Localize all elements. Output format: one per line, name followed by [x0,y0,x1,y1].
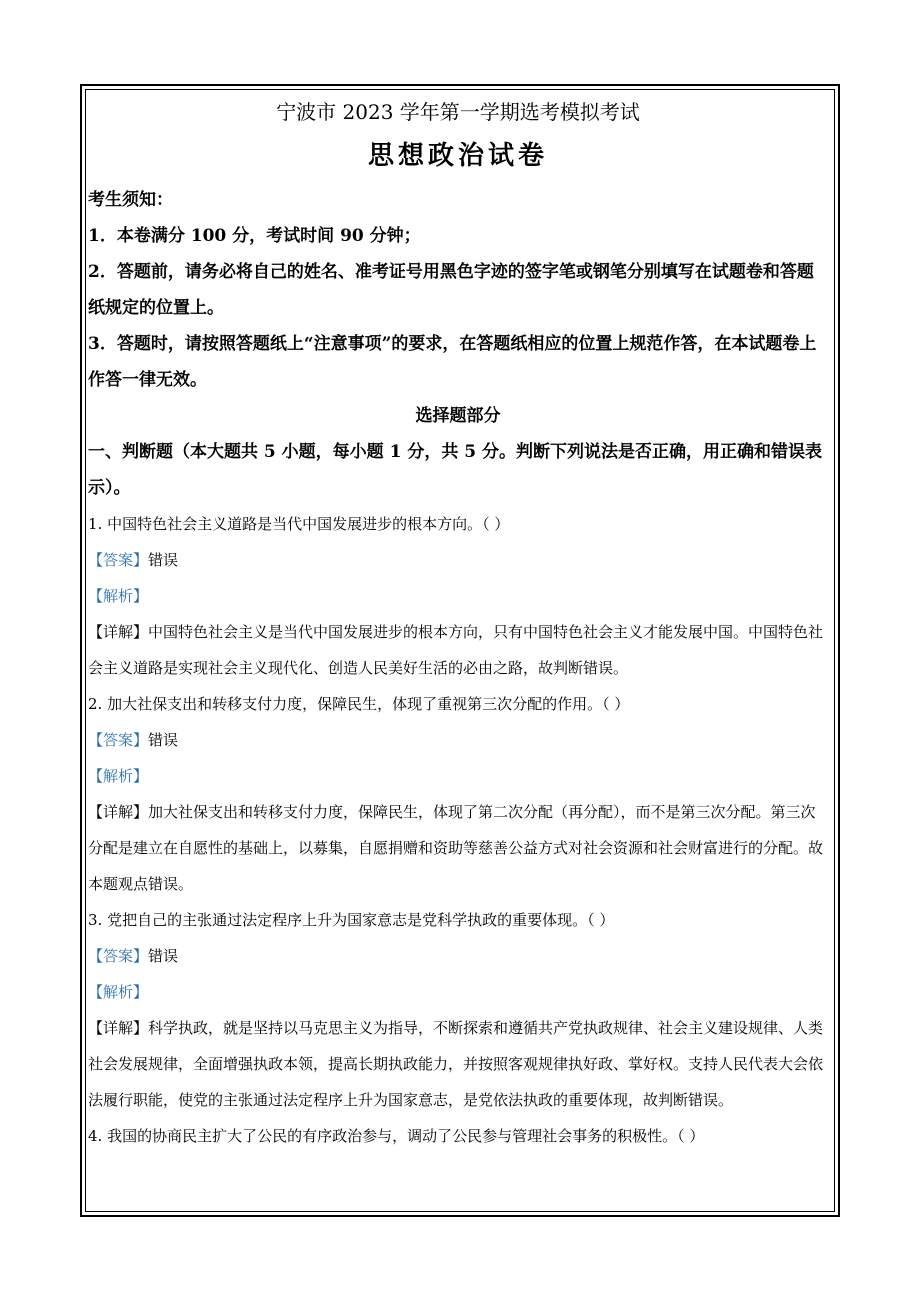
answer-tag: 【答案】 [88,551,149,569]
detail-paragraph [88,614,828,686]
answer-value: 错误 [148,731,179,749]
question-stem: 2. 加大社保支出和转移支付力度，保障民生，体现了重视第三次分配的作用。（ ） [88,695,630,713]
answer-line [88,722,828,758]
notice-item: 3．答题时，请按照答题纸上“注意事项”的要求，在答题纸相应的位置上规范作答，在本试题卷上作答一律无效。 [88,334,817,390]
analysis-line [88,758,828,794]
exam-subtitle: 思想政治试卷 [367,141,548,171]
question-stem: 3. 党把自己的主张通过法定程序上升为国家意志是党科学执政的重要体现。（ ） [88,911,615,929]
detail-paragraph [88,1010,828,1118]
analysis-tag: 【解析】 [88,587,149,605]
exam-title: 宁波市 2023 学年第一学期选考模拟考试 [276,100,640,124]
detail-tag: 【详解】 [88,1019,149,1037]
detail-tag: 【详解】 [88,623,149,641]
notice-item: 2．答题前，请务必将自己的姓名、准考证号用黑色字迹的签字笔或钢笔分别填写在试题卷和答题纸规定的位置上。 [88,262,814,318]
question-stem: 4. 我国的协商民主扩大了公民的有序政治参与，调动了公民参与管理社会事务的积极性。（ ） [88,1127,705,1145]
detail-text: 科学执政，就是坚持以马克思主义为指导，不断探索和遵循共产党执政规律、社会主义建设规律、人类社会发展规律，全面增强执政本领，提高长期执政能力，并按照客观规律执好政、掌好权。支持人民代表大会依法履行职能，使党的主张通过法定程序上升为国家意志，是党依法执政的重要体现，故判断错误。 [88,1019,824,1109]
answer-tag: 【答案】 [88,731,149,749]
detail-tag: 【详解】 [88,803,149,821]
answer-line [88,938,828,974]
section-title: 选择题部分 [415,406,501,426]
analysis-line [88,578,828,614]
detail-paragraph [88,794,828,902]
notice-item: 1．本卷满分 100 分，考试时间 90 分钟； [88,226,421,246]
answer-line [88,542,828,578]
detail-text: 加大社保支出和转移支付力度，保障民生，体现了第二次分配（再分配），而不是第三次分配。第三次分配是建立在自愿性的基础上，以募集，自愿捐赠和资助等慈善公益方式对社会资源和社会财富进行的分配。故本题观点错误。 [88,803,824,893]
analysis-tag: 【解析】 [88,983,149,1001]
answer-value: 错误 [148,551,179,569]
answer-tag: 【答案】 [88,947,149,965]
answer-value: 错误 [148,947,179,965]
section-instructions: 一、判断题（本大题共 5 小题，每小题 1 分，共 5 分。判断下列说法是否正确，用正确和错误表示）。 [88,442,822,498]
detail-text: 中国特色社会主义是当代中国发展进步的根本方向，只有中国特色社会主义才能发展中国。中国特色社会主义道路是实现社会主义现代化、创造人民美好生活的必由之路，故判断错误。 [88,623,824,677]
notice-heading: 考生须知： [88,190,173,210]
analysis-line [88,974,828,1010]
question-stem: 1. 中国特色社会主义道路是当代中国发展进步的根本方向。（ ） [88,515,510,533]
analysis-tag: 【解析】 [88,767,149,785]
document-body [88,92,828,1154]
